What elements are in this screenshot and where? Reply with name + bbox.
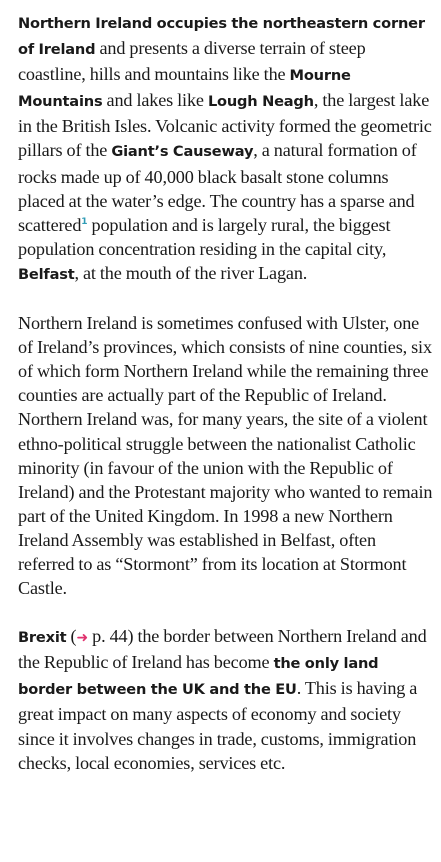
text-span: , the largest lake in the British Isles. Volcanic activity formed the geometric pillars of the [18, 90, 432, 161]
bold-term-belfast: Belfast [18, 265, 75, 283]
paragraph-ulster: Northern Ireland is sometimes confused with Ulster, one of Ireland’s provinces, which consists of nine counties, six of which form Northern Ireland while the remaining three counties are actually part of the Republic of Ireland. [18, 313, 432, 406]
text-span: . This is having a great impact on many aspects of economy and society since it involves changes in trade, customs, immigration checks, local economies, services etc. [18, 678, 418, 773]
bold-term-land-border: the only land border between the UK and the EU [18, 655, 379, 699]
bold-term-mourne-mountains: Mourne Mountains [18, 67, 351, 111]
page-reference: p. 44) the border between Northern Ireland and the Republic of Ireland has become [18, 626, 427, 673]
paragraph-geography [18, 10, 435, 287]
paragraph-brexit [18, 624, 435, 775]
bold-term-brexit: Brexit [18, 629, 67, 647]
bold-term-giants-causeway: Giant’s Causeway [111, 143, 254, 161]
text-span: and lakes like [102, 90, 208, 111]
text-span: , a natural formation of rocks made up of 40,000 black basalt stone columns placed at the water’s edge. The country has a sparse and scattered [18, 140, 417, 235]
bold-term: Northern Ireland occupies the northeastern corner of Ireland [18, 15, 425, 59]
text-span: , at the mouth of the river Lagan. [74, 262, 308, 283]
text-span: population and is largely rural, the biggest population concentration residing in the capital city, [18, 214, 391, 259]
text-span: ( [66, 626, 77, 647]
bold-term-lough-neagh: Lough Neagh [207, 93, 314, 111]
arrow-right-icon: ➜ [76, 630, 89, 647]
paragraph-history: Northern Ireland was, for many years, the site of a violent ethno-political struggle between the nationalist Catholic minority (in favour of the union with the Republic of Ireland) and the Protestant majority who wanted to remain part of the United Kingdom. In 1998 a new Northern Ireland Assembly was established in Belfast, often referred to as “Stormont” from its location at Stormont Castle. [18, 409, 433, 599]
footnote-marker[interactable]: 1 [81, 216, 88, 227]
text-span: and presents a diverse terrain of steep coastline, hills and mountains like the [18, 38, 366, 85]
